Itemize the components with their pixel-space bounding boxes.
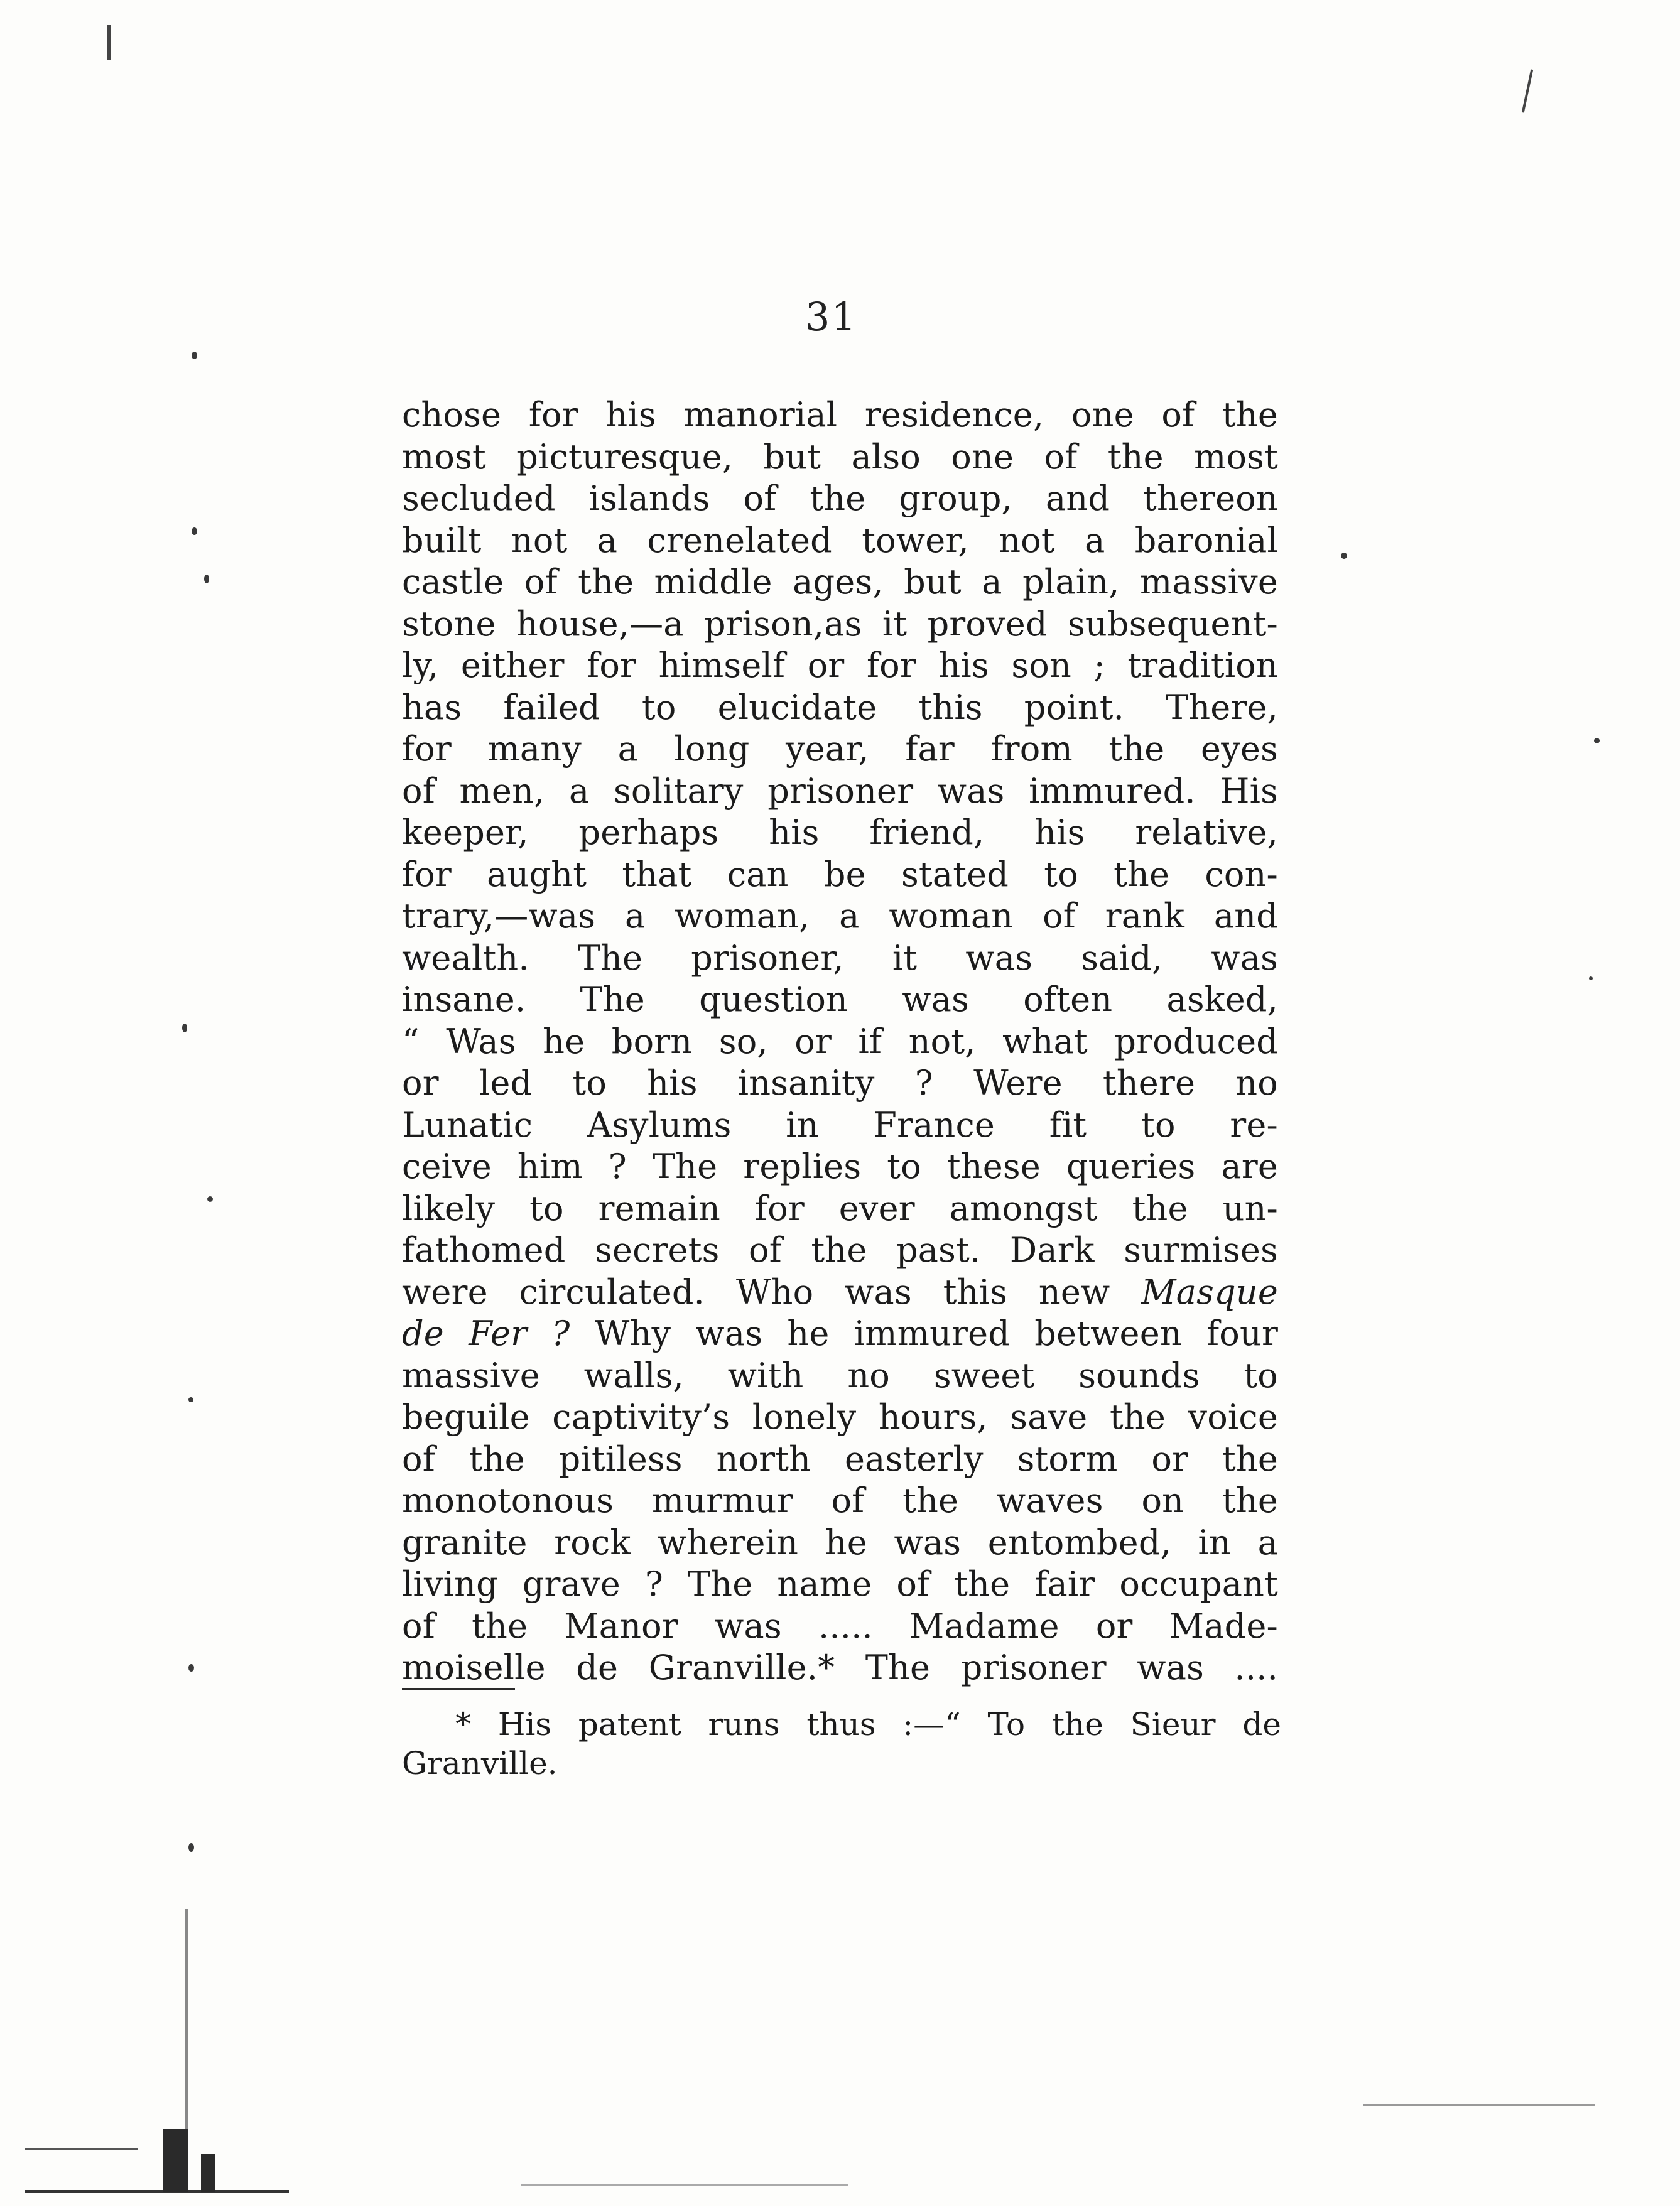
scan-mark	[201, 2154, 215, 2192]
text-line: most picturesque, but also one of the most	[402, 436, 1278, 477]
text-line: monotonous murmur of the waves on the	[402, 1481, 1278, 1520]
scan-mark	[521, 2184, 848, 2186]
text-line: of the Manor was ..... Madame or Made-	[402, 1606, 1278, 1646]
text-line: granite rock wherein he was entombed, in a	[402, 1522, 1278, 1562]
text-line: insane. The question was often asked,	[402, 980, 1278, 1019]
text-line: fathomed secrets of the past. Dark surmises	[402, 1230, 1278, 1270]
text-line: secluded islands of the group, and thereon	[402, 479, 1278, 518]
text-line: castle of the middle ages, but a plain, massive	[402, 562, 1278, 602]
text-line-segment: Why was he immured between four	[570, 1314, 1278, 1353]
text-line: “ Was he born so, or if not, what produced	[402, 1021, 1278, 1061]
text-line: built not a crenelated tower, not a baronial	[402, 520, 1278, 560]
footnote-line: Granville.	[402, 1745, 558, 1782]
italic-phrase: Masque	[1141, 1272, 1278, 1312]
scan-mark	[185, 1909, 188, 2135]
text-line: Lunatic Asylums in France fit to re-	[402, 1105, 1278, 1145]
text-line: keeper, perhaps his friend, his relative,	[402, 813, 1278, 852]
scan-speck	[188, 1843, 194, 1852]
footnote-rule	[402, 1688, 515, 1690]
scan-speck	[1594, 738, 1600, 743]
text-line: for many a long year, far from the eyes	[402, 729, 1278, 769]
text-line: ceive him ? The replies to these queries are	[402, 1147, 1278, 1186]
scan-speck	[1589, 976, 1593, 980]
text-line: wealth. The prisoner, it was said, was	[402, 938, 1278, 978]
footnote-line: * His patent runs thus :—“ To the Sieur de	[455, 1706, 1281, 1743]
text-line: or led to his insanity ? Were there no	[402, 1063, 1278, 1103]
text-line: ly, either for himself or for his son ; tradition	[402, 646, 1278, 685]
text-line: beguile captivity’s lonely hours, save the voice	[402, 1397, 1278, 1437]
text-line-segment: were circulated. Who was this new	[402, 1272, 1110, 1312]
scan-mark	[1363, 2104, 1595, 2106]
text-line: of men, a solitary prisoner was immured. His	[402, 770, 1278, 811]
scan-mark	[1522, 69, 1533, 112]
scan-mark	[25, 2190, 289, 2193]
text-line: stone house,—a prison,as it proved subsequent-	[402, 603, 1278, 644]
page-number: 31	[805, 294, 857, 340]
scan-speck	[204, 575, 209, 583]
footnote	[402, 1705, 1281, 1783]
scan-mark	[163, 2129, 188, 2192]
text-line: moiselle de Granville.* The prisoner was ....	[402, 1648, 1278, 1687]
scan-mark	[107, 25, 111, 60]
scan-speck	[192, 352, 197, 359]
body-text	[402, 394, 1278, 1689]
text-line: has failed to elucidate this point. There,	[402, 687, 1278, 727]
scan-speck	[207, 1196, 213, 1202]
scan-mark	[25, 2148, 138, 2150]
scan-speck	[188, 1664, 194, 1672]
text-line-with-italic	[402, 1272, 1278, 1314]
scan-speck	[182, 1024, 187, 1032]
text-line-with-italic	[402, 1313, 1278, 1355]
text-line: massive walls, with no sweet sounds to	[402, 1355, 1278, 1395]
text-line: chose for his manorial residence, one of the	[402, 395, 1278, 435]
text-line: living grave ? The name of the fair occupant	[402, 1564, 1278, 1604]
text-line: for aught that can be stated to the con-	[402, 854, 1278, 894]
italic-phrase: de Fer ?	[402, 1314, 570, 1353]
text-line: of the pitiless north easterly storm or the	[402, 1439, 1278, 1479]
text-line: trary,—was a woman, a woman of rank and	[402, 896, 1278, 936]
scan-speck	[1341, 553, 1347, 559]
scan-speck	[188, 1397, 193, 1402]
scan-speck	[192, 527, 197, 535]
text-line: likely to remain for ever amongst the un-	[402, 1188, 1278, 1228]
